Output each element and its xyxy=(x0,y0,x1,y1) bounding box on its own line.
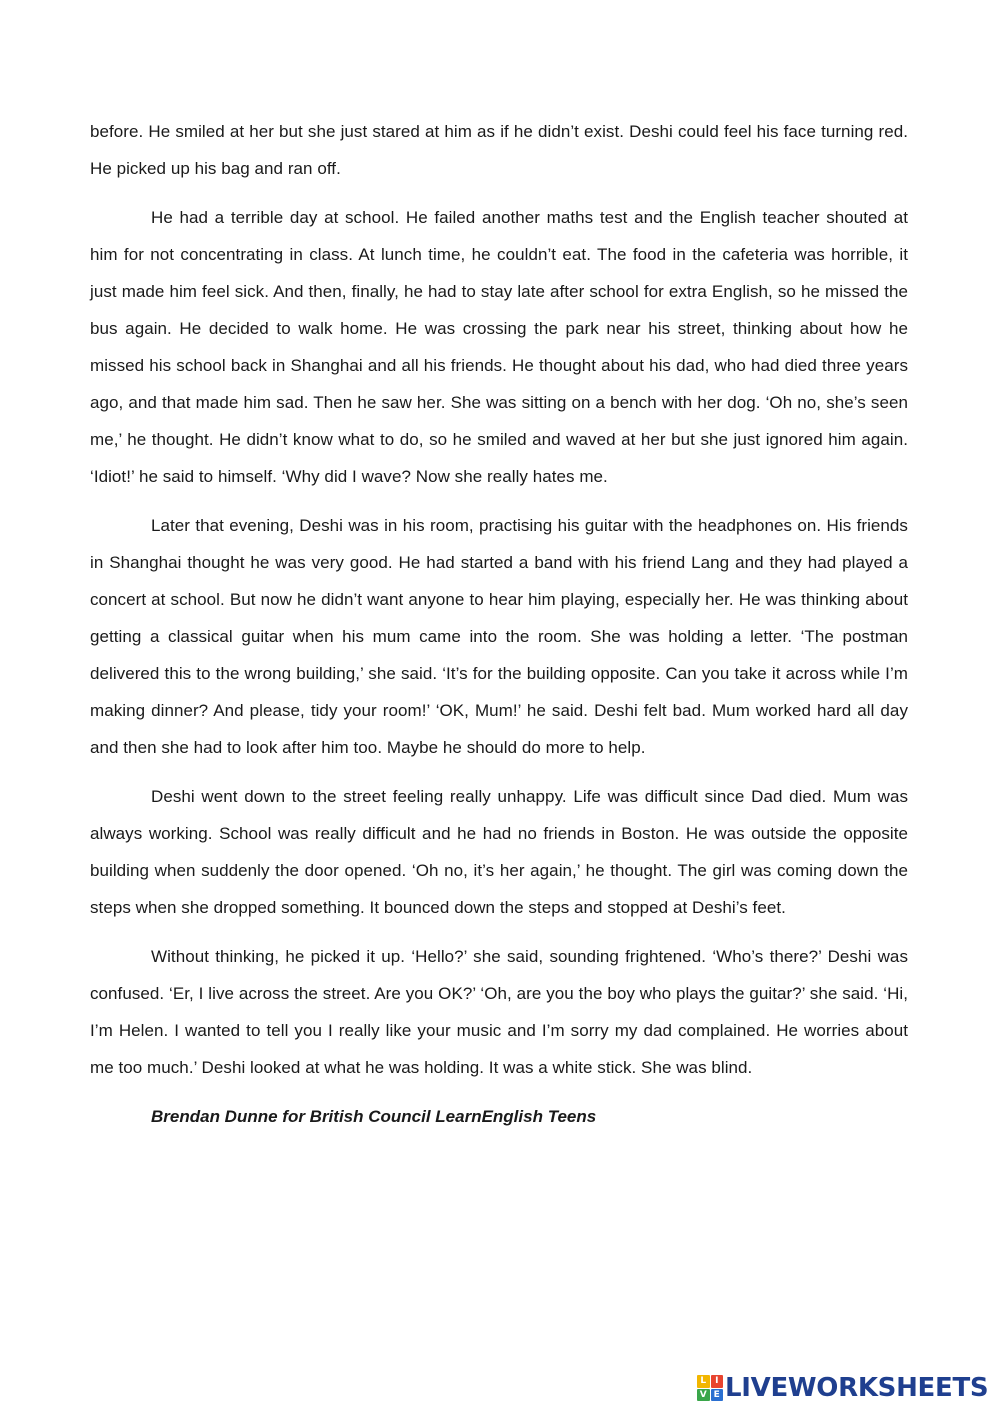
logo-letter-v: V xyxy=(697,1389,710,1402)
liveworksheets-brand[interactable] xyxy=(697,1372,988,1404)
brand-name: LIVEWORKSHEETS xyxy=(725,1373,989,1403)
logo-letter-e: E xyxy=(711,1389,724,1402)
liveworksheets-logo-icon xyxy=(697,1375,723,1401)
logo-letter-i: I xyxy=(711,1375,724,1388)
paragraph-1: before. He smiled at her but she just stared at him as if he didn’t exist. Deshi could feel his face turning red. He picked up his bag and ran off. xyxy=(90,122,908,178)
paragraph-5: Without thinking, he picked it up. ‘Hello?’ she said, sounding frightened. ‘Who’s there?’ Deshi was confused. ‘Er, I live across the street. Are you OK?’ ‘Oh, are you the boy who plays the guitar?’ she said. ‘Hi, I’m Helen. I wanted to tell you I really like your music and I’m sorry my dad complained. He worries about me too much.’ Deshi looked at what he was holding. It was a white stick. She was blind. xyxy=(90,947,908,1077)
author-credit: Brendan Dunne for British Council LearnEnglish Teens xyxy=(151,1107,597,1126)
paragraph-4: Deshi went down to the street feeling really unhappy. Life was difficult since Dad died. Mum was always working. School was really difficult and he had no friends in Boston. He was outside the opposite building when suddenly the door opened. ‘Oh no, it’s her again,’ he thought. The girl was coming down the steps when she dropped something. It bounced down the steps and stopped at Deshi’s feet. xyxy=(90,787,908,917)
paragraph-2: He had a terrible day at school. He failed another maths test and the English teacher shouted at him for not concentrating in class. At lunch time, he couldn’t eat. The food in the cafeteria was horrible, it just made him feel sick. And then, finally, he had to stay late after school for extra English, so he missed the bus again. He decided to walk home. He was crossing the park near his street, thinking about how he missed his school back in Shanghai and all his friends. He thought about his dad, who had died three years ago, and that made him sad. Then he saw her. She was sitting on a bench with her dog. ‘Oh no, she’s seen me,’ he thought. He didn’t know what to do, so he smiled and waved at her but she just ignored him again. ‘Idiot!’ he said to himself. ‘Why did I wave? Now she really hates me. xyxy=(90,208,908,486)
document-page xyxy=(90,113,908,1135)
logo-letter-l: L xyxy=(697,1375,710,1388)
paragraph-3: Later that evening, Deshi was in his room, practising his guitar with the headphones on. His friends in Shanghai thought he was very good. He had started a band with his friend Lang and they had played a concert at school. But now he didn’t want anyone to hear him playing, especially her. He was thinking about getting a classical guitar when his mum came into the room. She was holding a letter. ‘The postman delivered this to the wrong building,’ she said. ‘It’s for the building opposite. Can you take it across while I’m making dinner? And please, tidy your room!’ ‘OK, Mum!’ he said. Deshi felt bad. Mum worked hard all day and then she had to look after him too. Maybe he should do more to help. xyxy=(90,516,908,757)
